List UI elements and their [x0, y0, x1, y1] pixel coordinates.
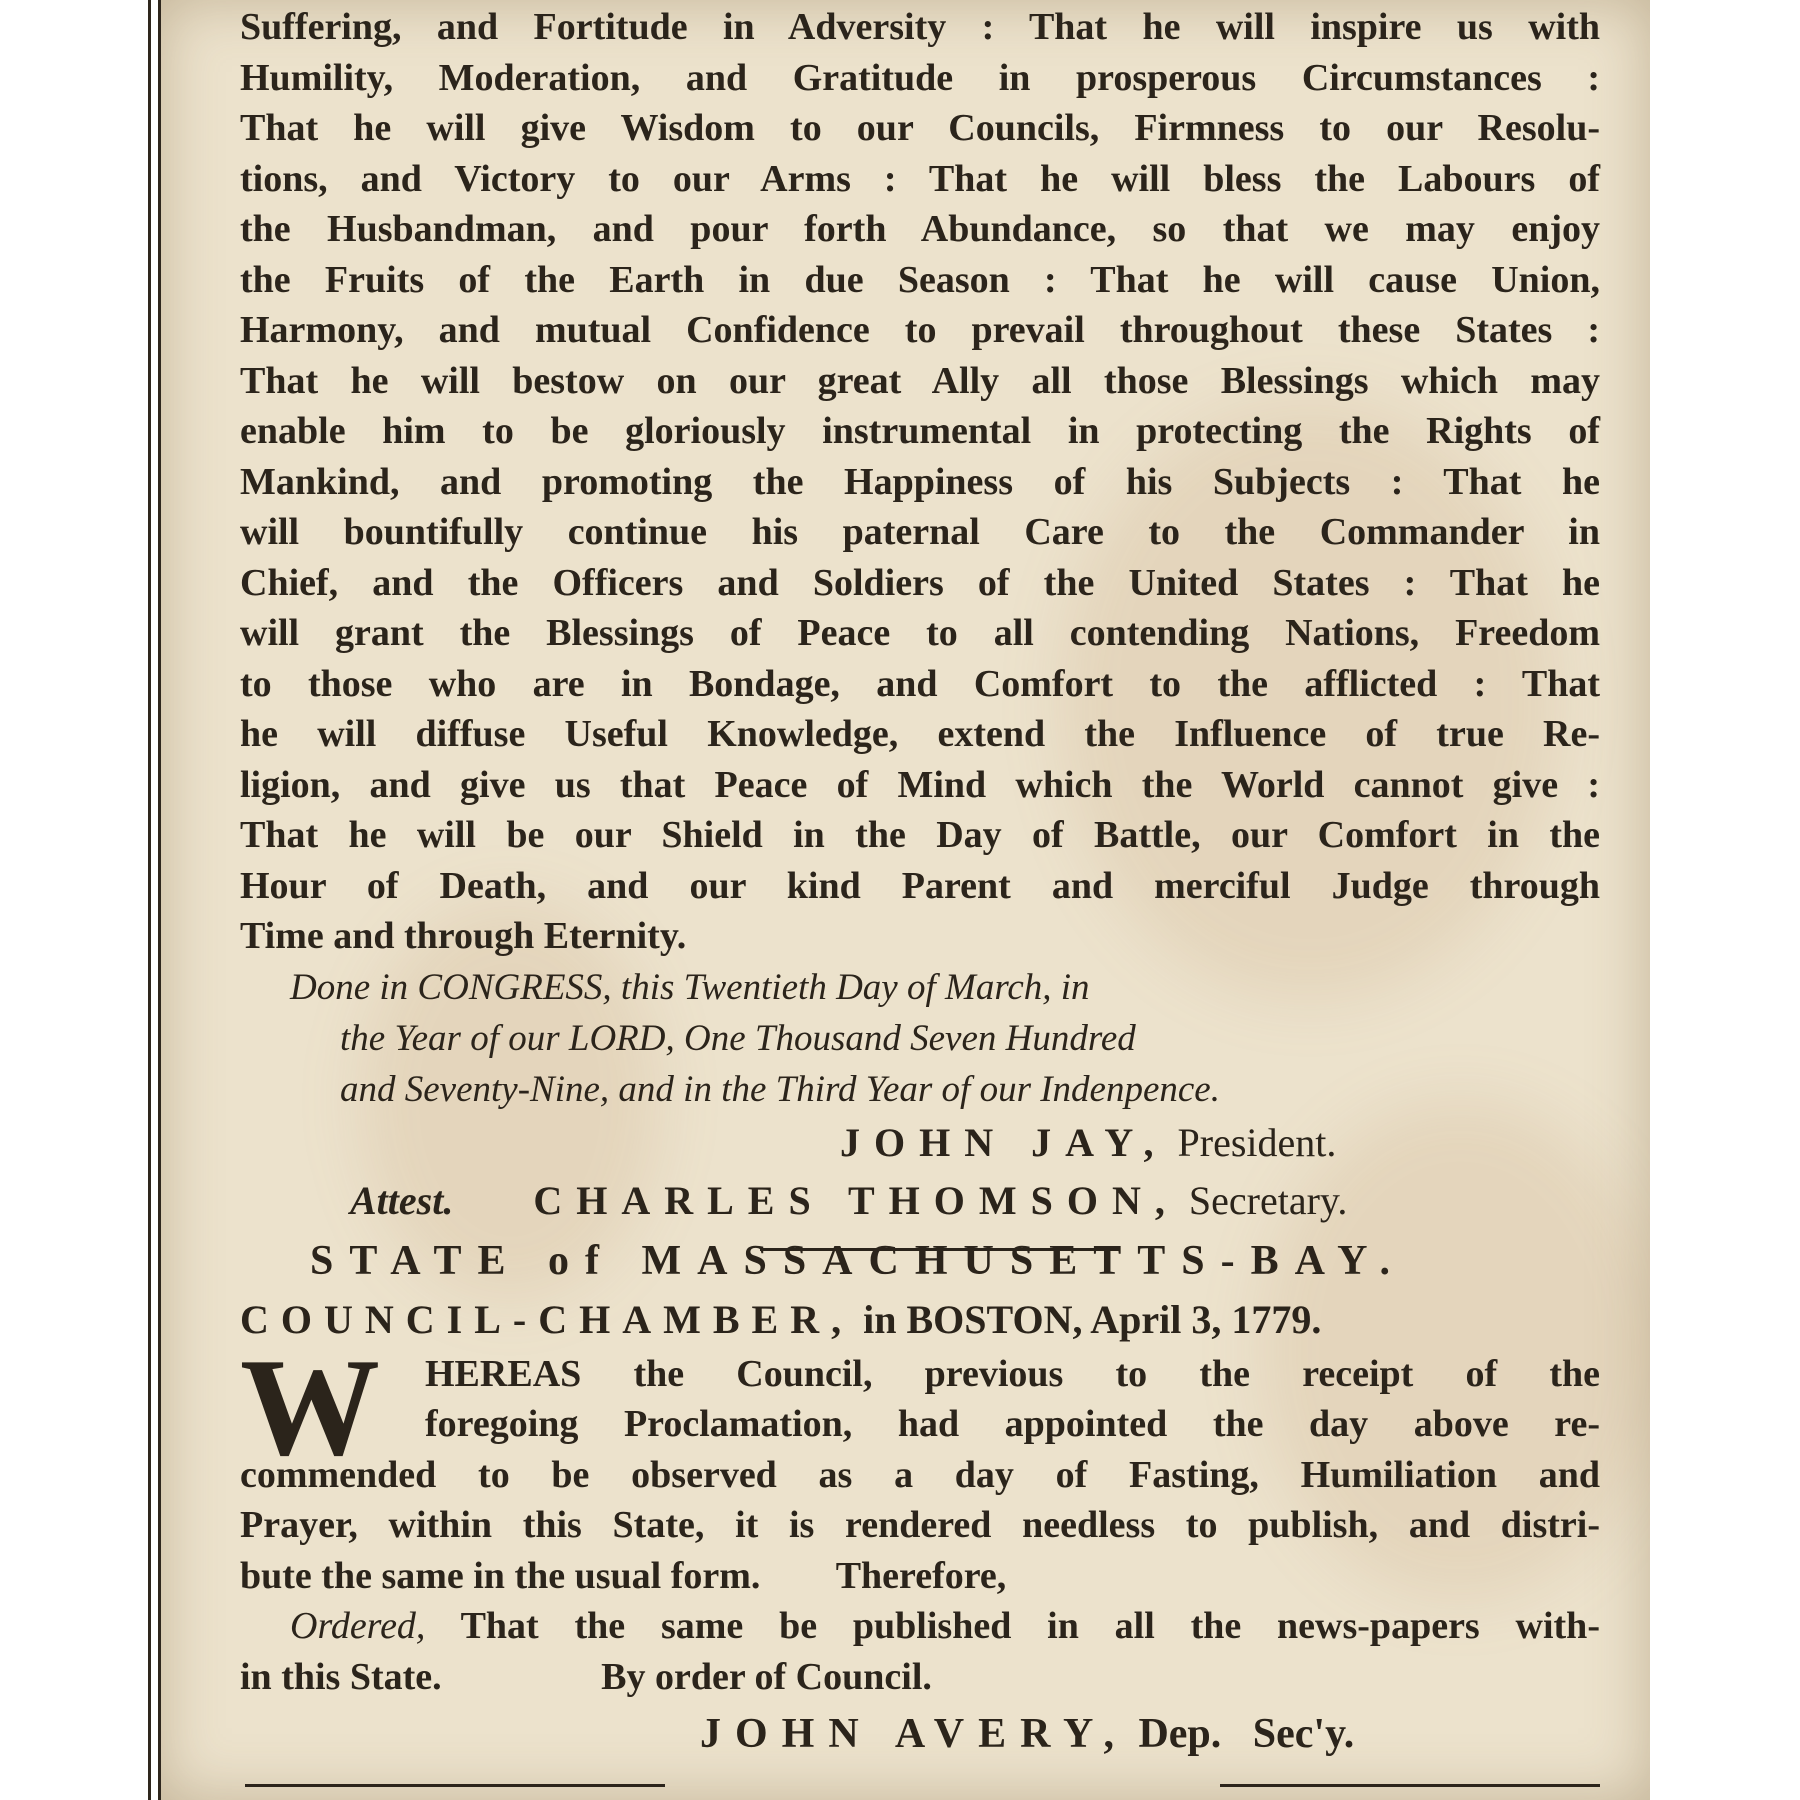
- ordered-line: [240, 1601, 1600, 1652]
- text-line: tions, and Victory to our Arms : That he will bless the Labours of: [240, 157, 1600, 200]
- council-chamber-caps: COUNCIL-CHAMBER,: [240, 1296, 854, 1342]
- text-line: Hour of Death, and our kind Parent and merciful Judge through: [240, 864, 1600, 907]
- secretary-name: CHARLES THOMSON,: [533, 1177, 1179, 1223]
- done-line: and Seventy-Nine, and in the Third Year of our Indenpence.: [340, 1068, 1220, 1110]
- whereas-paragraph: [240, 1329, 1600, 1602]
- text-line: That he will bestow on our great Ally all those Blessings which may: [240, 359, 1600, 402]
- text-line: bute the same in the usual form. Therefore,: [240, 1554, 1007, 1597]
- proclamation-text: [240, 0, 1600, 962]
- text-line: Harmony, and mutual Confidence to prevail throughout these States :: [240, 309, 1600, 351]
- deputy-title: Dep. Sec'y.: [1138, 1711, 1355, 1757]
- text-line: to those who are in Bondage, and Comfort to the afflicted : That: [240, 662, 1600, 705]
- done-line: Done in CONGRESS, this Twentieth Day of March, in: [290, 966, 1090, 1008]
- by-order: By order of Council.: [601, 1655, 932, 1698]
- council-place-date: in BOSTON, April 3, 1779.: [863, 1296, 1322, 1342]
- text-line: he will diffuse Useful Knowledge, extend the Influence of true Re-: [240, 713, 1600, 755]
- attest-label: Attest.: [350, 1177, 454, 1223]
- divider-rule: [245, 1784, 665, 1787]
- ordered-line-2: [240, 1652, 1600, 1703]
- text-line: Humility, Moderation, and Gratitude in prosperous Circumstances :: [240, 56, 1600, 99]
- council-chamber-line: [240, 1291, 1600, 1349]
- column-rule: [148, 0, 151, 1800]
- text-line: the Fruits of the Earth in due Season : That he will cause Union,: [240, 258, 1600, 301]
- secretary-title: Secretary.: [1188, 1177, 1348, 1223]
- text-line: commended to be observed as a day of Fasting, Humiliation and: [240, 1453, 1600, 1496]
- text-line: enable him to be gloriously instrumental in protecting the Rights of: [240, 410, 1600, 452]
- text-line: ligion, and give us that Peace of Mind which the World cannot give :: [240, 763, 1600, 806]
- ordered-text: That the same be published in all the news-papers with-: [460, 1605, 1600, 1647]
- text-line: will grant the Blessings of Peace to all contending Nations, Freedom: [240, 612, 1600, 654]
- text-line: Mankind, and promoting the Happiness of his Subjects : That he: [240, 460, 1600, 503]
- president-signature: [240, 1115, 1600, 1171]
- ordered-state: in this State.: [240, 1655, 442, 1698]
- text-line: Chief, and the Officers and Soldiers of the United States : That he: [240, 561, 1600, 604]
- text-line: the Husbandman, and pour forth Abundance, so that we may enjoy: [240, 208, 1600, 250]
- deputy-name: JOHN AVERY,: [700, 1711, 1128, 1757]
- drop-cap: W: [240, 1329, 380, 1485]
- text-line: HEREAS the Council, previous to the receipt of the: [425, 1352, 1600, 1395]
- text-line: Suffering, and Fortitude in Adversity : That he will inspire us with: [240, 6, 1600, 48]
- divider-rule: [760, 1248, 1120, 1251]
- text-line: Prayer, within this State, it is rendered needless to publish, and distri-: [240, 1504, 1600, 1546]
- text-line: That he will give Wisdom to our Councils, Firmness to our Resolu-: [240, 107, 1600, 149]
- text-line: foregoing Proclamation, had appointed the day above re-: [425, 1403, 1600, 1445]
- text-line: Time and through Eternity.: [240, 915, 687, 957]
- column-rule: [158, 0, 161, 1800]
- deputy-signature: [240, 1702, 1600, 1766]
- text-line: That he will be our Shield in the Day of Battle, our Comfort in the: [240, 814, 1600, 856]
- president-title: President.: [1177, 1119, 1337, 1165]
- done-in-congress: [240, 962, 1600, 1115]
- article-body: [240, 0, 1600, 1766]
- divider-rule: [1220, 1784, 1600, 1787]
- done-line: the Year of our LORD, One Thousand Seven Hundred: [340, 1017, 1136, 1059]
- president-name: JOHN JAY,: [840, 1119, 1168, 1165]
- state-heading: STATE of MASSACHUSETTS-BAY.: [310, 1237, 1407, 1284]
- text-line: will bountifully continue his paternal Care to the Commander in: [240, 511, 1600, 553]
- secretary-signature: [240, 1171, 1600, 1231]
- ordered-label: Ordered,: [290, 1605, 426, 1647]
